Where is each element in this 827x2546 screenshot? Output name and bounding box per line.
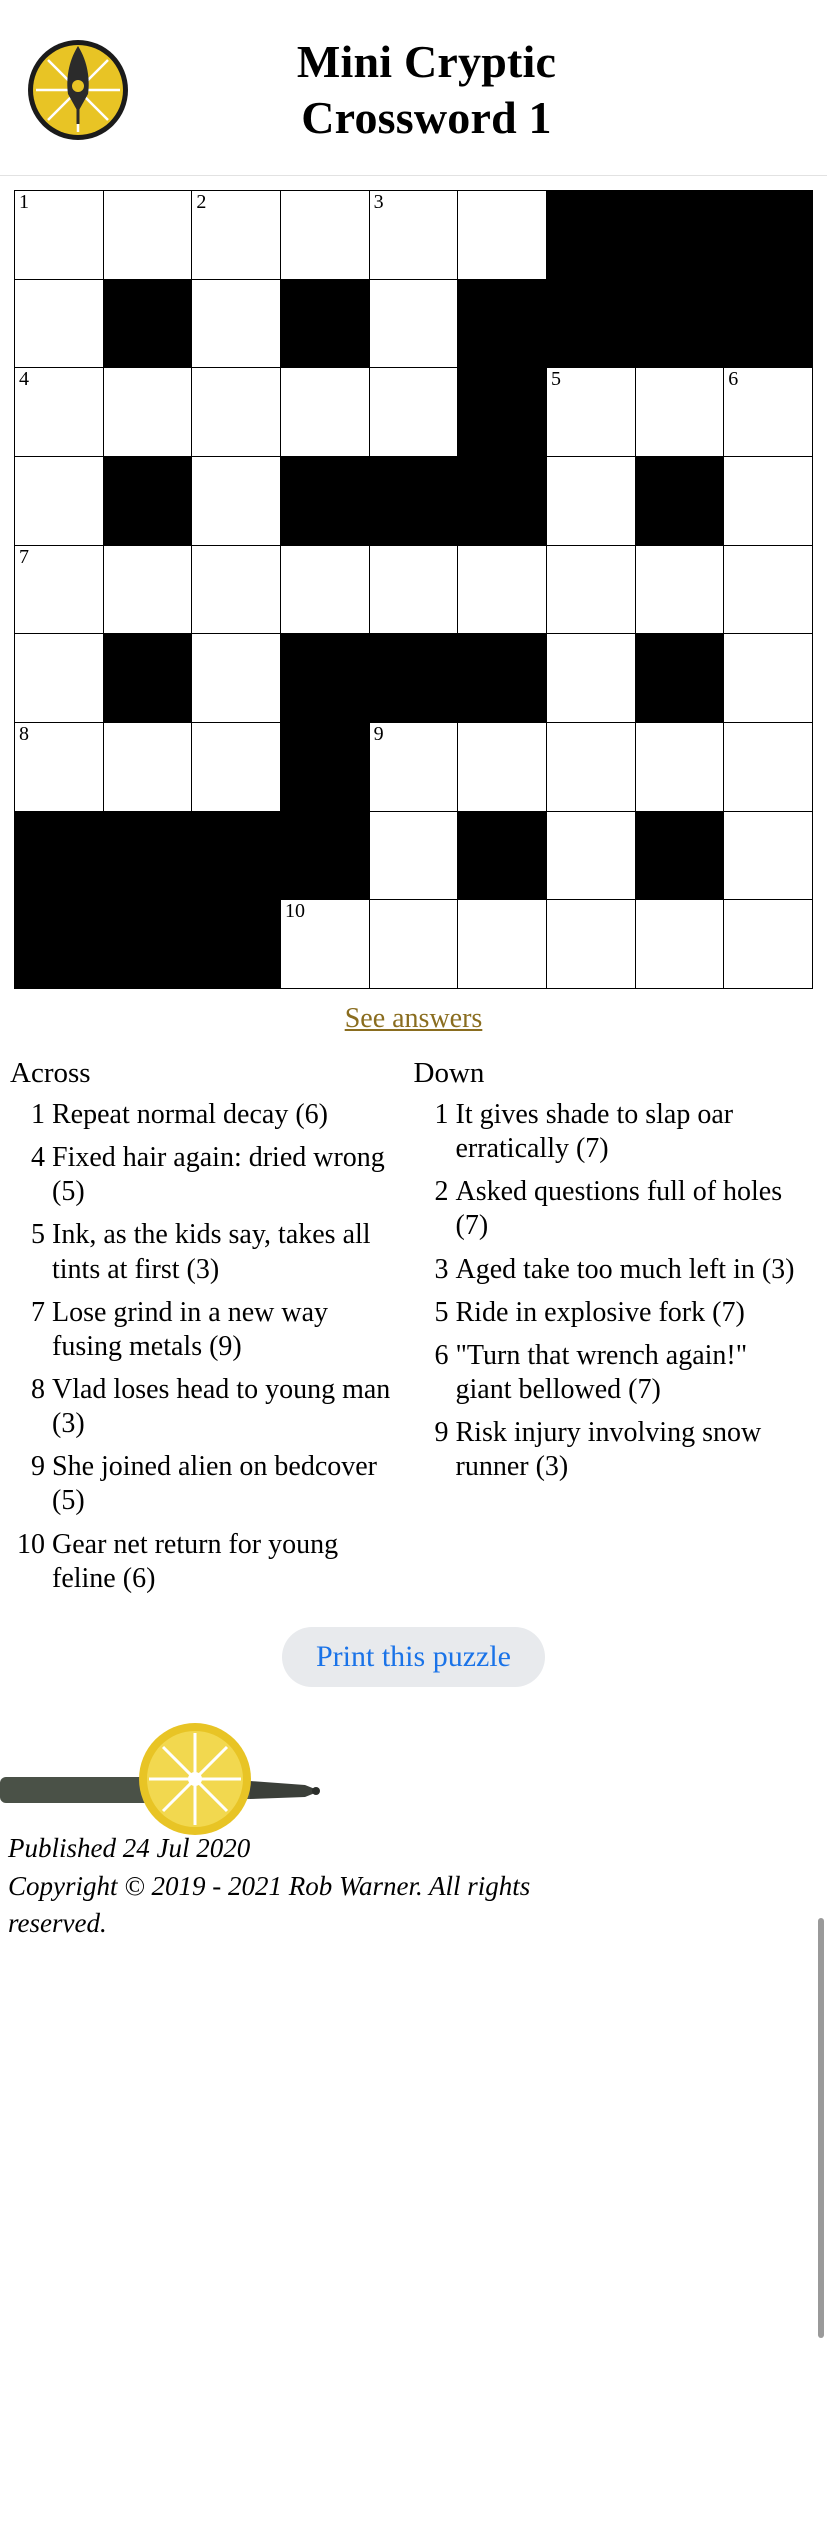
grid-cell[interactable] xyxy=(369,811,458,900)
grid-cell[interactable] xyxy=(15,279,104,368)
down-clue-number: 5 xyxy=(434,1296,449,1328)
down-clue-number: 1 xyxy=(434,1098,449,1130)
title-line-2: Crossword 1 xyxy=(301,91,552,143)
grid-cell[interactable] xyxy=(546,368,635,457)
crossword-row xyxy=(15,634,813,723)
grid-block-cell xyxy=(635,634,724,723)
grid-cell[interactable] xyxy=(546,811,635,900)
grid-block-cell xyxy=(458,279,547,368)
across-clue-number: 5 xyxy=(31,1219,45,1251)
grid-block-cell xyxy=(15,900,104,989)
grid-block-cell xyxy=(103,900,192,989)
grid-block-cell xyxy=(103,634,192,723)
across-clue[interactable] xyxy=(10,1141,400,1209)
crossword-grid-container xyxy=(0,176,827,989)
grid-block-cell xyxy=(280,456,369,545)
grid-block-cell xyxy=(635,191,724,280)
grid-cell[interactable] xyxy=(546,634,635,723)
grid-cell-number: 2 xyxy=(196,191,207,213)
grid-cell[interactable] xyxy=(724,368,813,457)
grid-block-cell xyxy=(724,279,813,368)
grid-cell[interactable] xyxy=(192,545,281,634)
down-clue[interactable] xyxy=(414,1175,804,1243)
grid-cell[interactable] xyxy=(724,545,813,634)
copyright-line-2: reserved. xyxy=(8,1908,107,1939)
down-column xyxy=(414,1051,818,1605)
across-clue[interactable] xyxy=(10,1098,400,1132)
down-clue-text: Asked questions full of holes (7) xyxy=(455,1176,783,1242)
down-clue-list xyxy=(414,1098,804,1485)
grid-block-cell xyxy=(280,722,369,811)
across-clue[interactable] xyxy=(10,1528,400,1596)
crossword-row xyxy=(15,279,813,368)
grid-block-cell xyxy=(192,900,281,989)
across-clue[interactable] xyxy=(10,1450,400,1518)
grid-cell[interactable] xyxy=(15,191,104,280)
grid-block-cell xyxy=(635,456,724,545)
grid-block-cell xyxy=(546,279,635,368)
grid-cell[interactable] xyxy=(15,545,104,634)
down-clue-number: 6 xyxy=(434,1339,449,1371)
grid-cell[interactable] xyxy=(280,368,369,457)
page-header xyxy=(0,0,827,176)
published-date: Published 24 Jul 2020 xyxy=(8,1832,251,1863)
across-clue-number: 9 xyxy=(31,1451,45,1483)
across-heading: Across xyxy=(10,1056,91,1089)
print-this-puzzle-button[interactable]: Print this puzzle xyxy=(282,1627,545,1687)
grid-block-cell xyxy=(15,811,104,900)
across-clue-number: 1 xyxy=(31,1098,45,1130)
grid-cell[interactable] xyxy=(103,368,192,457)
grid-block-cell xyxy=(458,456,547,545)
grid-cell[interactable] xyxy=(15,456,104,545)
down-clue-text: Risk injury involving snow runner (3) xyxy=(455,1417,762,1483)
grid-cell-number: 10 xyxy=(284,900,305,923)
grid-cell-number: 4 xyxy=(19,368,29,391)
across-clue[interactable] xyxy=(10,1296,400,1364)
clues-section xyxy=(0,1037,827,1605)
grid-cell[interactable] xyxy=(192,191,281,280)
grid-block-cell xyxy=(635,811,724,900)
print-row xyxy=(0,1605,827,1697)
grid-cell-number: 9 xyxy=(373,722,384,745)
grid-cell[interactable] xyxy=(15,722,104,811)
down-clue[interactable] xyxy=(414,1416,804,1484)
title-line-1: Mini Cryptic xyxy=(296,36,557,88)
grid-cell[interactable] xyxy=(15,634,104,723)
down-clue-text: Ride in explosive fork (7) xyxy=(455,1296,745,1328)
down-clue-text: "Turn that wrench again!" giant bellowed (7) xyxy=(455,1339,748,1405)
crossword-row xyxy=(15,900,813,989)
crossword-row xyxy=(15,191,813,280)
grid-cell[interactable] xyxy=(192,722,281,811)
page-title xyxy=(136,34,807,144)
see-answers-link[interactable]: See answers xyxy=(344,1002,483,1034)
down-clue-text: It gives shade to slap oar erratically (7) xyxy=(455,1098,734,1165)
copyright-line-1: Copyright © 2019 - 2021 Rob Warner. All rights xyxy=(8,1870,531,1901)
grid-cell[interactable] xyxy=(15,368,104,457)
grid-cell[interactable] xyxy=(458,545,547,634)
grid-cell-number: 1 xyxy=(19,191,29,213)
grid-cell[interactable] xyxy=(103,545,192,634)
grid-block-cell xyxy=(458,368,547,457)
grid-cell-number: 3 xyxy=(373,191,384,213)
grid-block-cell xyxy=(103,456,192,545)
grid-cell[interactable] xyxy=(546,456,635,545)
grid-block-cell xyxy=(103,279,192,368)
across-column xyxy=(10,1051,414,1605)
grid-cell[interactable] xyxy=(724,811,813,900)
grid-cell[interactable] xyxy=(369,279,458,368)
fountain-pen-nib-lemon-logo xyxy=(24,36,132,144)
see-answers-row xyxy=(0,989,827,1037)
lemon-slice-pen-illustration xyxy=(0,1697,827,1827)
across-clue-number: 8 xyxy=(31,1374,45,1405)
grid-cell[interactable] xyxy=(635,722,724,811)
across-clue-text: She joined alien on bedcover (5) xyxy=(52,1451,378,1517)
grid-cell-number: 5 xyxy=(550,368,561,391)
grid-block-cell xyxy=(280,279,369,368)
grid-block-cell xyxy=(103,811,192,900)
crossword-grid[interactable] xyxy=(14,190,813,989)
grid-cell[interactable] xyxy=(369,900,458,989)
grid-cell[interactable] xyxy=(458,722,547,811)
grid-cell[interactable] xyxy=(724,722,813,811)
grid-cell[interactable] xyxy=(192,279,281,368)
grid-cell[interactable] xyxy=(369,368,458,457)
grid-cell[interactable] xyxy=(103,722,192,811)
across-clue-text: Gear net return for young feline (6) xyxy=(52,1528,339,1594)
grid-cell[interactable] xyxy=(192,634,281,723)
grid-cell[interactable] xyxy=(724,900,813,989)
across-clue-number: 10 xyxy=(17,1528,45,1560)
down-clue[interactable] xyxy=(414,1253,804,1287)
down-heading: Down xyxy=(413,1056,485,1089)
down-clue-text: Aged take too much left in (3) xyxy=(455,1253,795,1285)
grid-block-cell xyxy=(280,634,369,723)
across-clue-text: Lose grind in a new way fusing metals (9) xyxy=(52,1296,329,1362)
grid-block-cell xyxy=(635,279,724,368)
grid-block-cell xyxy=(369,456,458,545)
grid-cell[interactable] xyxy=(724,456,813,545)
across-clue-text: Repeat normal decay (6) xyxy=(52,1098,328,1130)
down-clue[interactable] xyxy=(414,1296,804,1330)
grid-cell-number: 8 xyxy=(19,722,29,745)
grid-block-cell xyxy=(458,634,547,723)
grid-cell[interactable] xyxy=(458,900,547,989)
down-clue-number: 9 xyxy=(434,1417,449,1449)
across-clue-text: Ink, as the kids say, takes all tints at first (3) xyxy=(52,1219,371,1285)
footer-text xyxy=(0,1827,827,1974)
crossword-row xyxy=(15,811,813,900)
grid-block-cell xyxy=(369,634,458,723)
grid-cell[interactable] xyxy=(103,191,192,280)
crossword-row xyxy=(15,722,813,811)
crossword-row xyxy=(15,545,813,634)
crossword-row xyxy=(15,456,813,545)
across-clue-list xyxy=(10,1098,400,1596)
grid-block-cell xyxy=(546,191,635,280)
grid-cell[interactable] xyxy=(369,545,458,634)
grid-cell[interactable] xyxy=(635,900,724,989)
grid-block-cell xyxy=(192,811,281,900)
grid-cell-number: 6 xyxy=(728,368,739,391)
grid-cell[interactable] xyxy=(546,722,635,811)
grid-cell-number: 7 xyxy=(19,545,29,568)
across-clue-number: 4 xyxy=(31,1142,45,1174)
grid-cell[interactable] xyxy=(280,191,369,280)
grid-cell[interactable] xyxy=(546,545,635,634)
grid-block-cell xyxy=(724,191,813,280)
down-clue[interactable] xyxy=(414,1339,804,1407)
down-clue[interactable] xyxy=(414,1098,804,1166)
grid-cell[interactable] xyxy=(369,191,458,280)
grid-cell[interactable] xyxy=(280,900,369,989)
across-clue-text: Fixed hair again: dried wrong (5) xyxy=(52,1142,385,1208)
grid-block-cell xyxy=(458,811,547,900)
grid-cell[interactable] xyxy=(546,900,635,989)
grid-block-cell xyxy=(280,811,369,900)
grid-cell[interactable] xyxy=(192,456,281,545)
grid-cell[interactable] xyxy=(635,368,724,457)
down-clue-number: 3 xyxy=(434,1253,449,1285)
across-clue-text: Vlad loses head to young man (3) xyxy=(52,1374,391,1440)
down-clue-number: 2 xyxy=(434,1176,449,1208)
crossword-row xyxy=(15,368,813,457)
across-clue-number: 7 xyxy=(31,1296,45,1328)
grid-cell[interactable] xyxy=(458,191,547,280)
grid-cell[interactable] xyxy=(280,545,369,634)
across-clue[interactable] xyxy=(10,1218,400,1286)
grid-cell[interactable] xyxy=(635,545,724,634)
across-clue[interactable] xyxy=(10,1373,400,1441)
grid-cell[interactable] xyxy=(369,722,458,811)
grid-cell[interactable] xyxy=(724,634,813,723)
grid-cell[interactable] xyxy=(192,368,281,457)
page-scrollbar[interactable] xyxy=(818,1918,824,2338)
